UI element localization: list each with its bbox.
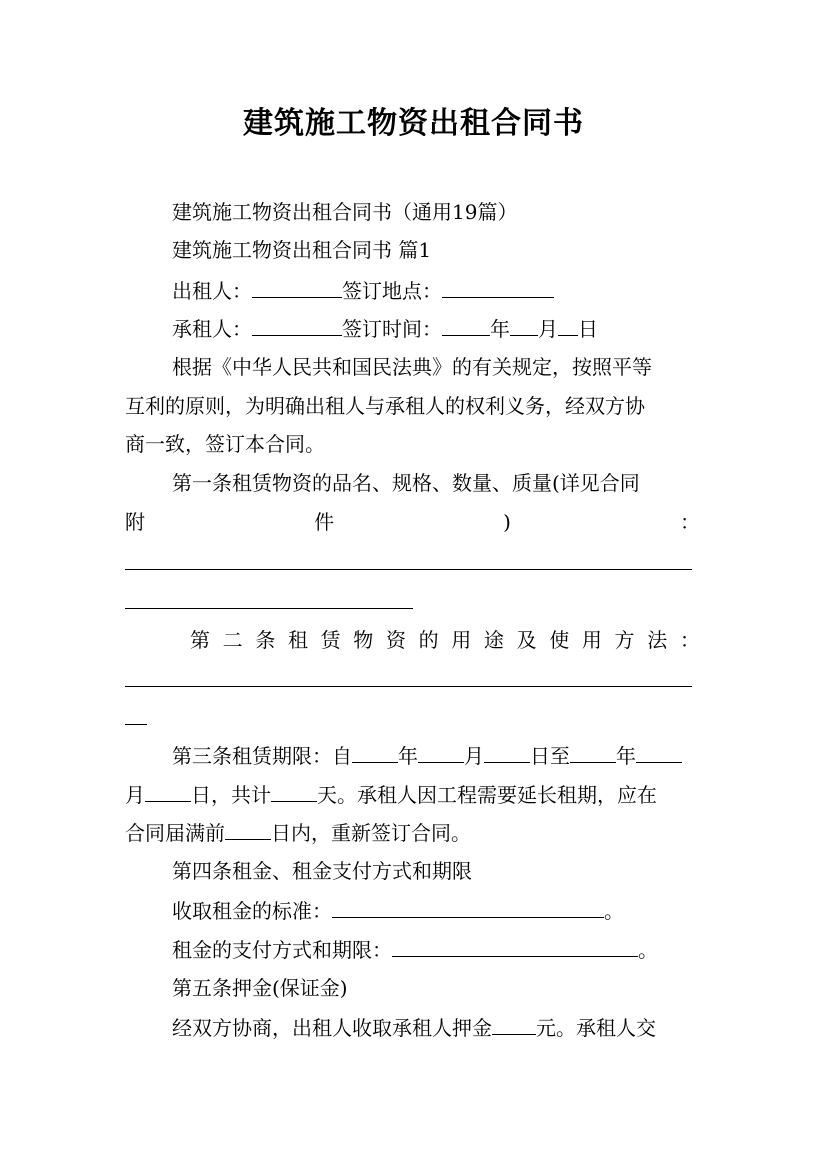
article-3-lead: 第三条租赁期限：自 <box>172 744 352 768</box>
spread-char: ： <box>679 628 700 652</box>
spread-char: 租 <box>287 628 308 652</box>
renewal-days-blank <box>225 817 271 840</box>
intro-line-3: 商一致，签订本合同。 <box>125 432 325 456</box>
spread-char: 的 <box>418 628 439 652</box>
article-5-line-1 <box>172 1012 656 1043</box>
sign-year-blank <box>442 313 490 336</box>
lessee-blank <box>252 313 342 336</box>
day-label: 日 <box>191 783 211 807</box>
spread-char: 条 <box>255 628 276 652</box>
spread-char: 资 <box>385 628 406 652</box>
spread-char: 附 <box>125 510 145 534</box>
to-label: 至 <box>550 744 570 768</box>
spread-char: 赁 <box>320 628 341 652</box>
start-year-blank <box>352 740 398 763</box>
start-day-blank <box>484 740 530 763</box>
total-days-blank <box>271 779 317 802</box>
spread-char: 用 <box>451 628 472 652</box>
article-1-spread-line <box>125 507 700 537</box>
spread-char: ： <box>680 510 700 534</box>
article-3-line-3 <box>125 817 471 848</box>
day-label: 日 <box>578 317 598 341</box>
sign-month-blank <box>510 313 538 336</box>
section-heading: 建筑施工物资出租合同书 篇1 <box>172 238 432 262</box>
article-3-line-1 <box>172 740 682 771</box>
end-day-blank <box>145 779 191 802</box>
period-mark: 。 <box>638 938 658 962</box>
lessor-blank <box>252 275 342 298</box>
end-year-blank <box>570 740 616 763</box>
rent-standard-label: 收取租金的标准： <box>172 899 332 923</box>
spread-char: 法 <box>647 628 668 652</box>
renewal-text: 日内，重新签订合同。 <box>271 821 471 845</box>
sign-place-label: 签订地点： <box>342 279 442 303</box>
spread-char: 用 <box>581 628 602 652</box>
deposit-amount-blank <box>492 1012 536 1035</box>
renewal-lead: 合同届满前 <box>125 821 225 845</box>
year-label: 年 <box>398 744 418 768</box>
article-3-text: 天。承租人因工程需要延长租期，应在 <box>317 783 657 807</box>
end-month-blank-part <box>636 740 682 763</box>
lessee-line <box>172 313 598 344</box>
year-label: 年 <box>616 744 636 768</box>
article-2-blank-rule-2 <box>125 724 147 725</box>
contract-title: 建筑施工物资出租合同书 <box>243 106 584 141</box>
article-1-blank-rule-2 <box>125 608 413 609</box>
spread-char: 使 <box>549 628 570 652</box>
lessee-label: 承租人： <box>172 317 252 341</box>
article-1-line-1: 第一条租赁物资的品名、规格、数量、质量(详见合同 <box>172 471 640 495</box>
spread-char: 物 <box>353 628 374 652</box>
document-subtitle: 建筑施工物资出租合同书（通用19篇） <box>172 200 518 224</box>
spread-char: 二 <box>222 628 243 652</box>
article-2-line <box>190 625 700 655</box>
day-label: 日 <box>530 744 550 768</box>
intro-line-2: 互利的原则，为明确出租人与承租人的权利义务，经双方协 <box>125 394 645 418</box>
period-mark: 。 <box>604 899 624 923</box>
sign-place-blank <box>442 275 554 298</box>
lessor-line <box>172 275 554 306</box>
spread-char: 第 <box>190 628 210 652</box>
intro-line-1: 根据《中华人民共和国民法典》的有关规定，按照平等 <box>172 355 652 379</box>
rent-payment-label: 租金的支付方式和期限： <box>172 938 392 962</box>
rent-standard-blank <box>332 895 604 918</box>
start-month-blank <box>418 740 464 763</box>
year-label: 年 <box>490 317 510 341</box>
lessor-label: 出租人： <box>172 279 252 303</box>
total-label: ，共计 <box>211 783 271 807</box>
spread-char: 方 <box>614 628 635 652</box>
deposit-lead: 经双方协商，出租人收取承租人押金 <box>172 1016 492 1040</box>
month-label: 月 <box>125 783 145 807</box>
article-4-heading: 第四条租金、租金支付方式和期限 <box>172 859 472 883</box>
spread-char: ) <box>503 510 511 534</box>
article-1-blank-rule-1 <box>125 569 692 570</box>
spread-char: 及 <box>516 628 537 652</box>
article-2-blank-rule-1 <box>125 686 692 687</box>
rent-standard-line <box>172 895 624 926</box>
deposit-text: 元。承租人交 <box>536 1016 656 1040</box>
rent-payment-blank <box>392 934 638 957</box>
article-3-line-2 <box>125 779 657 810</box>
sign-day-blank <box>558 313 578 336</box>
article-5-heading: 第五条押金(保证金) <box>172 976 348 1000</box>
rent-payment-line <box>172 934 658 965</box>
spread-char: 件 <box>314 510 335 534</box>
month-label: 月 <box>538 317 558 341</box>
spread-char: 途 <box>483 628 504 652</box>
month-label: 月 <box>464 744 484 768</box>
sign-time-label: 签订时间： <box>342 317 442 341</box>
